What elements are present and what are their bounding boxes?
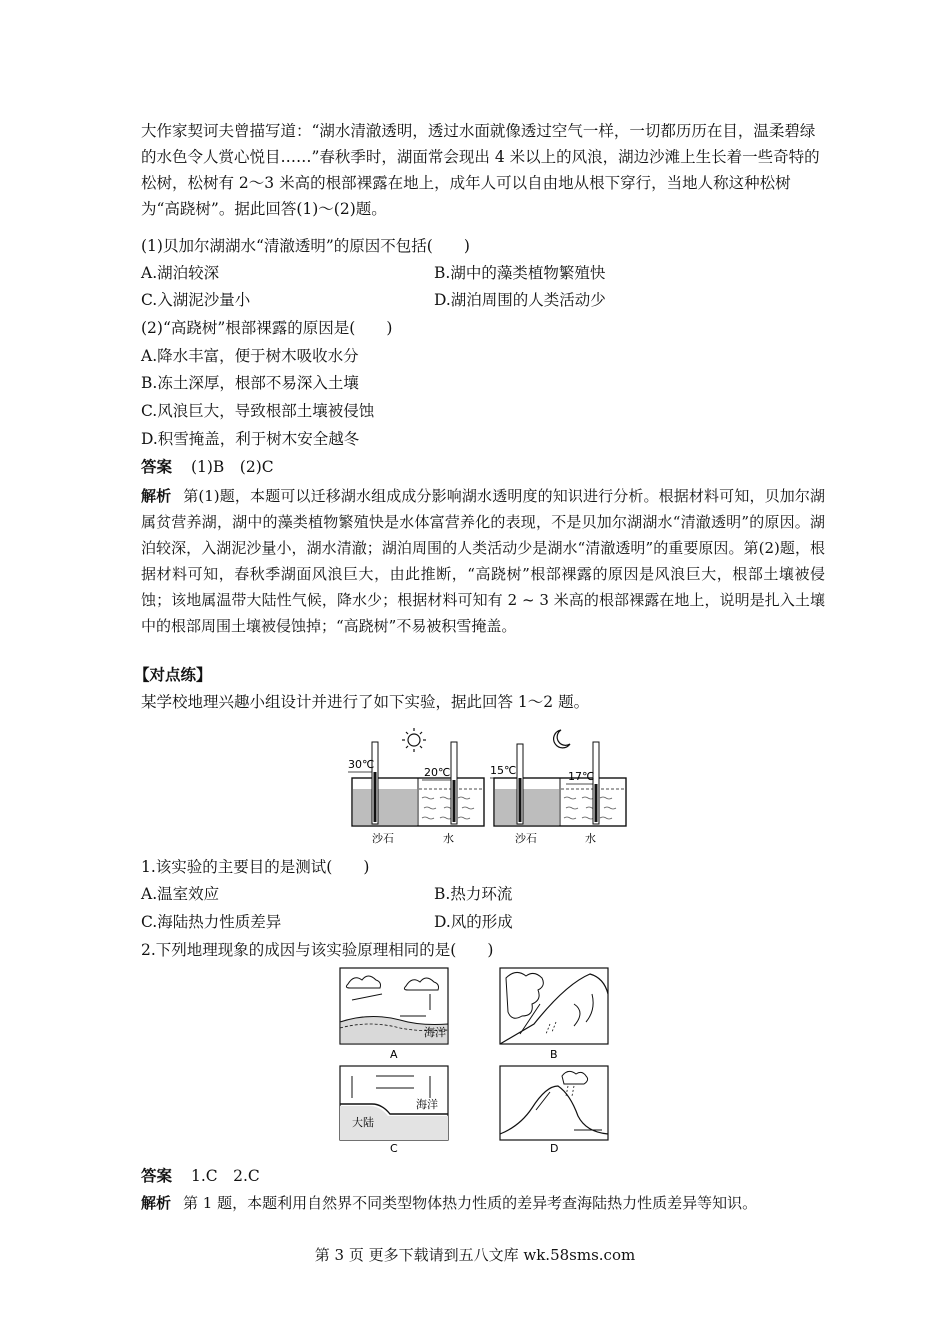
q3-option-b: B.热力环流 bbox=[434, 885, 513, 903]
explanation-1-label: 解析 bbox=[141, 487, 172, 505]
figure-c-land: 大陆 bbox=[352, 1116, 374, 1129]
q1-option-c: C.入湖泥沙量小 bbox=[141, 291, 251, 309]
answer-1-label: 答案 bbox=[141, 457, 173, 476]
night-water-temp: 17℃ bbox=[568, 770, 595, 783]
answer-2-label: 答案 bbox=[141, 1166, 173, 1185]
figure-a-label: A bbox=[390, 1048, 398, 1061]
q1-option-a: A.湖泊较深 bbox=[141, 264, 220, 282]
answer-1 bbox=[141, 457, 274, 477]
q3-option-d: D.风的形成 bbox=[434, 913, 513, 931]
q2-option-c: C.风浪巨大，导致根部土壤被侵蚀 bbox=[141, 402, 375, 420]
q1-option-d: D.湖泊周围的人类活动少 bbox=[434, 291, 606, 309]
q3-option-a: A.温室效应 bbox=[141, 885, 220, 903]
figure-b-label: B bbox=[550, 1048, 558, 1061]
day-water-label: 水 bbox=[443, 832, 454, 845]
figure-c bbox=[340, 1066, 448, 1140]
q3-option-c: C.海陆热力性质差异 bbox=[141, 913, 282, 931]
page-footer: 第 3 页 更多下载请到五八文库 wk.58sms.com bbox=[314, 1246, 636, 1264]
figure-b bbox=[500, 968, 608, 1044]
q1-stem: (1)贝加尔湖湖水“清澈透明”的原因不包括( ) bbox=[141, 237, 470, 255]
answer-1-text: (1)B (2)C bbox=[190, 458, 274, 476]
q2-stem: (2)“高跷树”根部裸露的原因是( ) bbox=[141, 319, 393, 337]
answer-2 bbox=[141, 1166, 260, 1186]
figure-c-label: C bbox=[390, 1142, 398, 1155]
figure-d-label: D bbox=[550, 1142, 559, 1155]
figure-c-ocean: 海洋 bbox=[416, 1098, 438, 1111]
q2-option-d: D.积雪掩盖，利于树木安全越冬 bbox=[141, 430, 360, 448]
night-sand-label: 沙石 bbox=[515, 832, 537, 845]
section-heading: 【对点练】 bbox=[134, 665, 212, 684]
experiment-figure bbox=[344, 722, 629, 848]
explanation-2-label: 解析 bbox=[141, 1194, 172, 1212]
explanation-2 bbox=[141, 1190, 825, 1216]
day-sand-temp: 30℃ bbox=[348, 758, 375, 771]
q4-stem: 2.下列地理现象的成因与该实验原理相同的是( ) bbox=[141, 941, 494, 959]
explanation-2-text: 第 1 题，本题利用自然界不同类型物体热力性质的差异考查海陆热力性质差异等知识。 bbox=[183, 1194, 758, 1212]
day-sand-label: 沙石 bbox=[372, 832, 394, 845]
answer-2-text: 1.C 2.C bbox=[190, 1167, 260, 1185]
intro-2: 某学校地理兴趣小组设计并进行了如下实验，据此回答 1～2 题。 bbox=[141, 693, 590, 711]
day-water-temp: 20℃ bbox=[424, 766, 451, 779]
night-water-label: 水 bbox=[585, 832, 596, 845]
intro-paragraph: 大作家契诃夫曾描写道：“湖水清澈透明，透过水面就像透过空气一样，一切都历历在目，温柔碧绿的水色令人赏心悦目……”春秋季时，湖面常会现出 4 米以上的风浪，湖边沙滩上生长着一些奇特的松树，松树有 2～3 米高的根部裸露在地上，成年人可以自由地从根下穿行，当地人称这种松树为“高跷树”。据此回答(1)～(2)题。 bbox=[141, 122, 820, 218]
figure-a-ocean: 海洋 bbox=[424, 1026, 446, 1039]
figure-a bbox=[340, 968, 448, 1044]
q3-stem: 1.该实验的主要目的是测试( ) bbox=[141, 858, 370, 876]
explanation-1-text: 第(1)题，本题可以迁移湖水组成成分影响湖水透明度的知识进行分析。根据材料可知，贝加尔湖属贫营养湖，湖中的藻类植物繁殖快是水体富营养化的表现，不是贝加尔湖湖水“清澈透明”的原因。湖泊较深，入湖泥沙量小，湖水清澈；湖泊周围的人类活动少是湖水“清澈透明”的重要原因。第(2)题，根据材料可知，春秋季湖面风浪巨大，由此推断，“高跷树”根部裸露的原因是风浪巨大，根部土壤被侵蚀；该地属温带大陆性气候，降水少；根据材料可知有 2 ~ 3 米高的根部裸露在地上，说明是扎入土壤中的根部周围土壤被侵蚀掉；“高跷树”不易被积雪掩盖。 bbox=[141, 487, 825, 635]
q2-option-b: B.冻土深厚，根部不易深入土壤 bbox=[141, 374, 359, 392]
sun-icon bbox=[402, 728, 426, 752]
night-sand-temp: 15℃ bbox=[490, 764, 517, 777]
q2-option-a: A.降水丰富，便于树木吸收水分 bbox=[141, 347, 359, 365]
explanation-1 bbox=[141, 483, 825, 639]
options-figure bbox=[336, 964, 614, 1158]
figure-d bbox=[500, 1066, 608, 1140]
night-container bbox=[490, 742, 626, 826]
moon-icon bbox=[554, 730, 570, 748]
day-container bbox=[348, 742, 484, 826]
q1-option-b: B.湖中的藻类植物繁殖快 bbox=[434, 264, 606, 282]
